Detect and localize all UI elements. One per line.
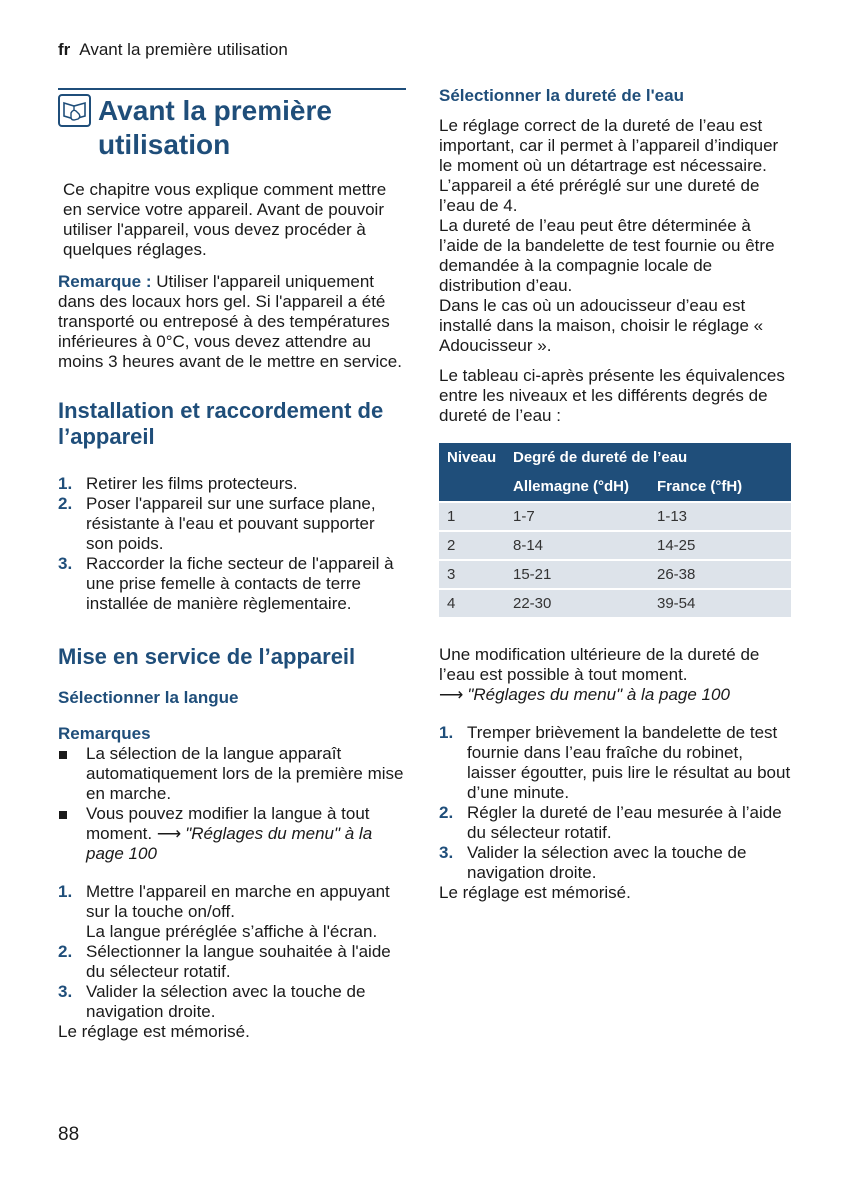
chapter-title-block — [58, 88, 406, 162]
list-item — [58, 982, 406, 1022]
remarque-label: Remarque : — [58, 272, 152, 291]
list-item — [58, 882, 406, 942]
remarques-label: Remarques — [58, 724, 151, 743]
bullet-icon — [59, 751, 67, 759]
list-item — [58, 554, 406, 614]
after-table-text — [439, 645, 791, 705]
durete-paragraph-2: La dureté de l’eau peut être déterminée à l’aide de la bandelette de test fournie ou être demandée à la compagnie locale de distribution d’eau. — [439, 216, 775, 295]
list-item — [58, 804, 406, 864]
durete-paragraph-3: Dans le cas où un adoucisseur d’eau est installé dans la maison, choisir le réglage « Adoucisseur ». — [439, 296, 764, 355]
durete-heading: Sélectionner la dureté de l'eau — [439, 86, 684, 105]
cell-france: 1-13 — [649, 502, 791, 531]
langue-steps — [58, 882, 406, 1022]
cell-allemagne: 22-30 — [505, 589, 649, 617]
step-number: 1. — [58, 882, 73, 901]
cell-france: 26-38 — [649, 560, 791, 589]
durete-result: Le réglage est mémorisé. — [439, 883, 631, 902]
langue-heading: Sélectionner la langue — [58, 688, 239, 707]
col-header-allemagne: Allemagne (°dH) — [513, 478, 630, 495]
langue-result: Le réglage est mémorisé. — [58, 1022, 250, 1041]
language-code: fr — [58, 40, 71, 59]
cell-allemagne: 15-21 — [505, 560, 649, 589]
intro-paragraph: Ce chapitre vous explique comment mettre en service votre appareil. Avant de pouvoir utiliser l'appareil, vous devez procéder à quelques réglages. — [63, 180, 387, 259]
table-header-row — [439, 472, 791, 502]
step-number: 2. — [58, 494, 73, 513]
col-header-france: France (°fH) — [657, 478, 743, 495]
table-header-row — [439, 443, 791, 472]
step-text: Sélectionner la langue souhaitée à l'aide du sélecteur rotatif. — [86, 942, 391, 981]
step-number: 3. — [439, 843, 454, 862]
step-number: 3. — [58, 982, 73, 1001]
cell-allemagne: 8-14 — [505, 531, 649, 560]
step-text: Mettre l'appareil en marche en appuyant sur la touche on/off. — [86, 882, 390, 921]
hand-on-book-icon — [58, 94, 91, 127]
step-text: Valider la sélection avec la touche de navigation droite. — [467, 843, 747, 882]
remarques-list — [58, 744, 406, 864]
remarque-item-text: Vous pouvez modifier la langue à tout moment. — [86, 804, 370, 843]
step-number: 3. — [58, 554, 73, 573]
col-header-empty — [439, 472, 505, 502]
step-text: Régler la dureté de l’eau mesurée à l’aide du sélecteur rotatif. — [467, 803, 782, 842]
chapter-title-line2: utilisation — [98, 129, 231, 160]
step-number: 1. — [439, 723, 454, 742]
cell-allemagne: 1-7 — [505, 502, 649, 531]
after-table-sentence: Une modification ultérieure de la dureté de l’eau est possible à tout moment. — [439, 645, 760, 684]
table-row — [439, 502, 791, 531]
right-column — [439, 85, 791, 903]
installation-steps — [58, 474, 406, 614]
cell-niveau: 1 — [439, 502, 505, 531]
step-text: Poser l'appareil sur une surface plane, résistante à l'eau et pouvant supporter son poids. — [86, 494, 376, 553]
cell-france: 14-25 — [649, 531, 791, 560]
hardness-table — [439, 443, 791, 617]
step-text: Raccorder la fiche secteur de l'appareil à une prise femelle à contacts de terre installée de manière règlementaire. — [86, 554, 394, 613]
installation-heading: Installation et raccordement de l’appareil — [58, 398, 384, 449]
table-row — [439, 589, 791, 617]
section-title: Avant la première utilisation — [79, 40, 288, 59]
list-item — [439, 803, 791, 843]
chapter-title-line1: Avant la première — [98, 95, 332, 126]
step-text: Valider la sélection avec la touche de navigation droite. — [86, 982, 366, 1021]
remarque-text: Utiliser l'appareil uniquement dans des locaux hors gel. Si l'appareil a été transporté ou entreposé à des températures inférieures à 0°C, vous devez attendre au moins 3 heures avant de le mettre en service. — [58, 272, 402, 371]
step-number: 1. — [58, 474, 73, 493]
durete-paragraph-1: Le réglage correct de la dureté de l’eau est important, car il permet à l’appareil d’indiquer le moment où un détartrage est nécessaire. L’appareil a été préréglé sur une dureté de l’eau de 4. — [439, 116, 779, 215]
list-item — [58, 494, 406, 554]
remarque-item-text: La sélection de la langue apparaît automatiquement lors de la première mise en marche. — [86, 744, 404, 803]
list-item — [439, 843, 791, 883]
page-reference-link[interactable]: "Réglages du menu" à la page 100 — [467, 685, 730, 704]
col-header-niveau: Niveau — [447, 449, 497, 466]
cell-france: 39-54 — [649, 589, 791, 617]
durete-steps — [439, 723, 791, 883]
table-row — [439, 531, 791, 560]
step-text: Retirer les films protecteurs. — [86, 474, 298, 493]
table-intro: Le tableau ci-après présente les équivalences entre les niveaux et les différents degrés de dureté de l’eau : — [439, 366, 785, 425]
step-extra-text: La langue préréglée s’affiche à l'écran. — [86, 922, 378, 941]
mise-en-service-heading: Mise en service de l’appareil — [58, 644, 356, 669]
list-item — [58, 744, 406, 804]
list-item — [439, 723, 791, 803]
table-row — [439, 560, 791, 589]
left-column — [58, 88, 406, 1042]
remarque-note — [58, 272, 406, 372]
arrow-right-icon: ⟶ — [439, 685, 464, 704]
cell-niveau: 4 — [439, 589, 505, 617]
step-number: 2. — [439, 803, 454, 822]
list-item — [58, 474, 406, 494]
chapter-title — [98, 94, 406, 162]
step-text: Tremper brièvement la bandelette de test fournie dans l’eau fraîche du robinet, laisser égoutter, puis lire le résultat au bout d’une minute. — [467, 723, 791, 802]
step-number: 2. — [58, 942, 73, 961]
arrow-right-icon: ⟶ — [156, 824, 182, 843]
running-header — [58, 38, 288, 62]
bullet-icon — [59, 811, 67, 819]
cell-niveau: 2 — [439, 531, 505, 560]
col-header-group: Degré de dureté de l’eau — [513, 449, 688, 466]
page-reference-link[interactable]: "Réglages du menu" à la page 100 — [86, 824, 373, 863]
list-item — [58, 942, 406, 982]
cell-niveau: 3 — [439, 560, 505, 589]
page-number: 88 — [58, 1124, 80, 1145]
